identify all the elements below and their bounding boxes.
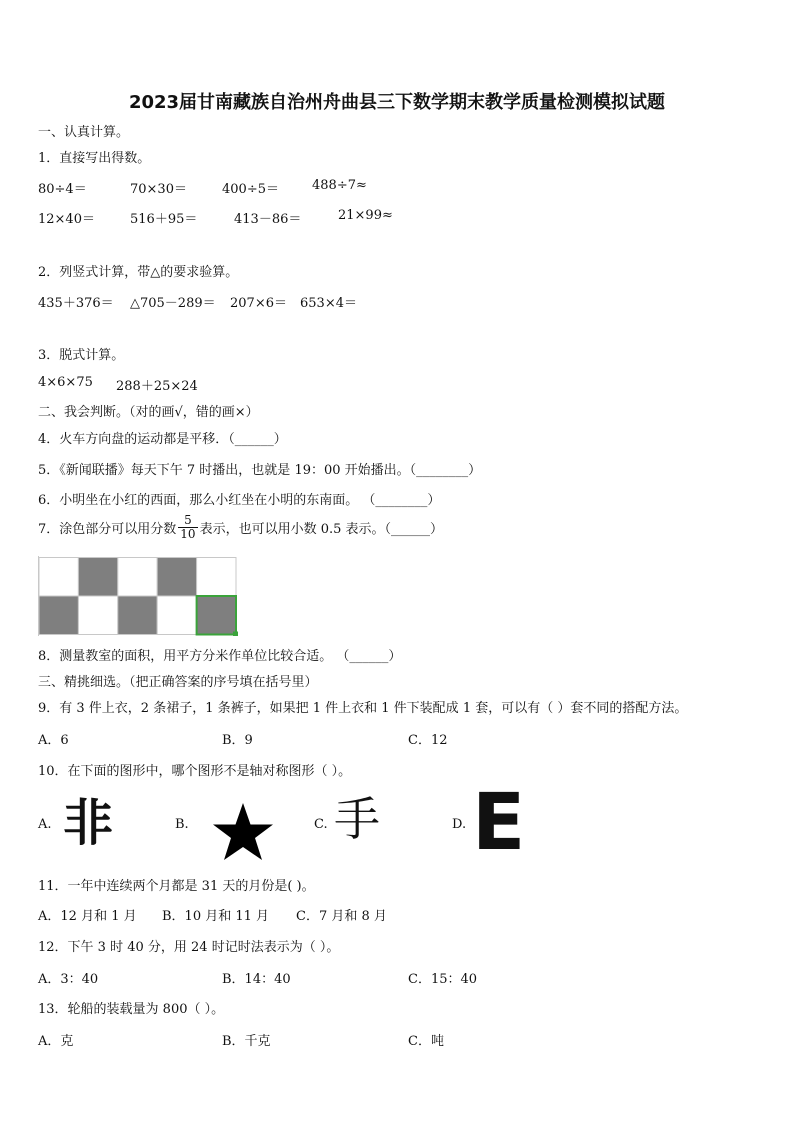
- q1-item: 488÷7≈: [312, 178, 367, 193]
- q7-fraction: [178, 514, 197, 541]
- shaded-cell: [39, 596, 78, 635]
- q3-item: 4×6×75: [38, 375, 93, 390]
- blank-cell: [157, 596, 196, 635]
- q10-label-c: C.: [314, 817, 328, 832]
- q10-label-d: D.: [452, 817, 467, 832]
- q11-option-c: C．7 月和 8 月: [296, 909, 387, 924]
- shaded-grid-figure: [38, 556, 240, 636]
- q1-item: 400÷5＝: [222, 182, 279, 197]
- q12-option-a: A．3：40: [38, 972, 99, 987]
- q7-fraction-numerator: 5: [178, 514, 197, 528]
- q7: [38, 514, 443, 541]
- q1-item: 516＋95＝: [130, 212, 198, 227]
- q7-fraction-denominator: 10: [180, 527, 196, 542]
- q1-item: 70×30＝: [130, 182, 187, 197]
- q2-item: △705－289＝: [130, 296, 216, 311]
- q9-option-b: B．9: [222, 733, 253, 748]
- q10-label-a: A.: [38, 817, 52, 832]
- q11-stem: 11．一年中连续两个月都是 31 天的月份是( )。: [38, 879, 315, 894]
- q1-item: 12×40＝: [38, 212, 95, 227]
- shaded-cell: [157, 558, 196, 597]
- blank-cell: [118, 558, 157, 597]
- blank-cell: [78, 596, 117, 635]
- shaded-cell: [78, 558, 117, 597]
- q13-option-b: B．千克: [222, 1034, 271, 1049]
- q2-item: 207×6＝: [230, 296, 287, 311]
- shou-character-figure: 手: [334, 792, 380, 846]
- q9-option-c: C．12: [408, 733, 448, 748]
- q6: 6．小明坐在小红的西面，那么小红坐在小明的东南面。 （________）: [38, 493, 441, 508]
- fei-character-figure: 非: [63, 794, 113, 852]
- q7-text-after: 表示，也可以用小数 0.5 表示。（______）: [199, 522, 444, 538]
- blank-cell: [39, 558, 78, 597]
- blank-cell: [197, 558, 236, 597]
- q1-stem: 1．直接写出得数。: [38, 151, 151, 166]
- section-2-heading: 二、我会判断。（对的画√，错的画×）: [38, 405, 259, 420]
- q12-option-b: B．14：40: [222, 972, 291, 987]
- shaded-cell: [197, 596, 236, 635]
- q10-stem: 10．在下面的图形中，哪个图形不是轴对称图形（ ）。: [38, 764, 352, 779]
- q3-item: 288＋25×24: [116, 379, 198, 394]
- shaded-cell: [118, 596, 157, 635]
- q10-label-b: B.: [175, 817, 189, 832]
- q12-stem: 12．下午 3 时 40 分，用 24 时记时法表示为（ ）。: [38, 940, 340, 955]
- q2-item: 653×4＝: [300, 296, 357, 311]
- q5: 5．《新闻联播》每天下午 7 时播出，也就是 19：00 开始播出。（________）: [38, 463, 482, 478]
- q9-option-a: A．6: [38, 733, 69, 748]
- q3-stem: 3．脱式计算。: [38, 348, 125, 363]
- q11-option-a: A．12 月和 1 月: [38, 909, 137, 924]
- section-3-heading: 三、精挑细选。（把正确答案的序号填在括号里）: [38, 675, 318, 690]
- q1-item: 413－86＝: [234, 212, 302, 227]
- q13-option-c: C．吨: [408, 1034, 444, 1049]
- selection-handle: [233, 632, 238, 637]
- q1-item: 80÷4＝: [38, 182, 87, 197]
- q1-item: 21×99≈: [338, 208, 393, 223]
- section-1-heading: 一、认真计算。: [38, 125, 130, 140]
- q12-option-c: C．15：40: [408, 972, 478, 987]
- star-figure: [212, 802, 274, 862]
- q11-option-b: B．10 月和 11 月: [162, 909, 270, 924]
- q10-options: [38, 778, 558, 868]
- page-title: 2023届甘南藏族自治州舟曲县三下数学期末教学质量检测模拟试题: [128, 92, 666, 113]
- q4: 4．火车方向盘的运动都是平移．（______）: [38, 432, 287, 447]
- q2-stem: 2．列竖式计算，带△的要求验算。: [38, 265, 239, 280]
- letter-e-figure: E: [472, 778, 526, 868]
- q7-text-before: 7．涂色部分可以用分数: [38, 522, 177, 538]
- q8: 8．测量教室的面积，用平方分米作单位比较合适。 （______）: [38, 649, 402, 664]
- q13-stem: 13．轮船的装载量为 800（ ）。: [38, 1002, 225, 1017]
- q2-item: 435＋376＝: [38, 296, 114, 311]
- q9-stem: 9．有 3 件上衣，2 条裙子，1 条裤子，如果把 1 件上衣和 1 件下装配成 1 套，可以有（ ）套不同的搭配方法。: [38, 701, 688, 716]
- q13-option-a: A．克: [38, 1034, 74, 1049]
